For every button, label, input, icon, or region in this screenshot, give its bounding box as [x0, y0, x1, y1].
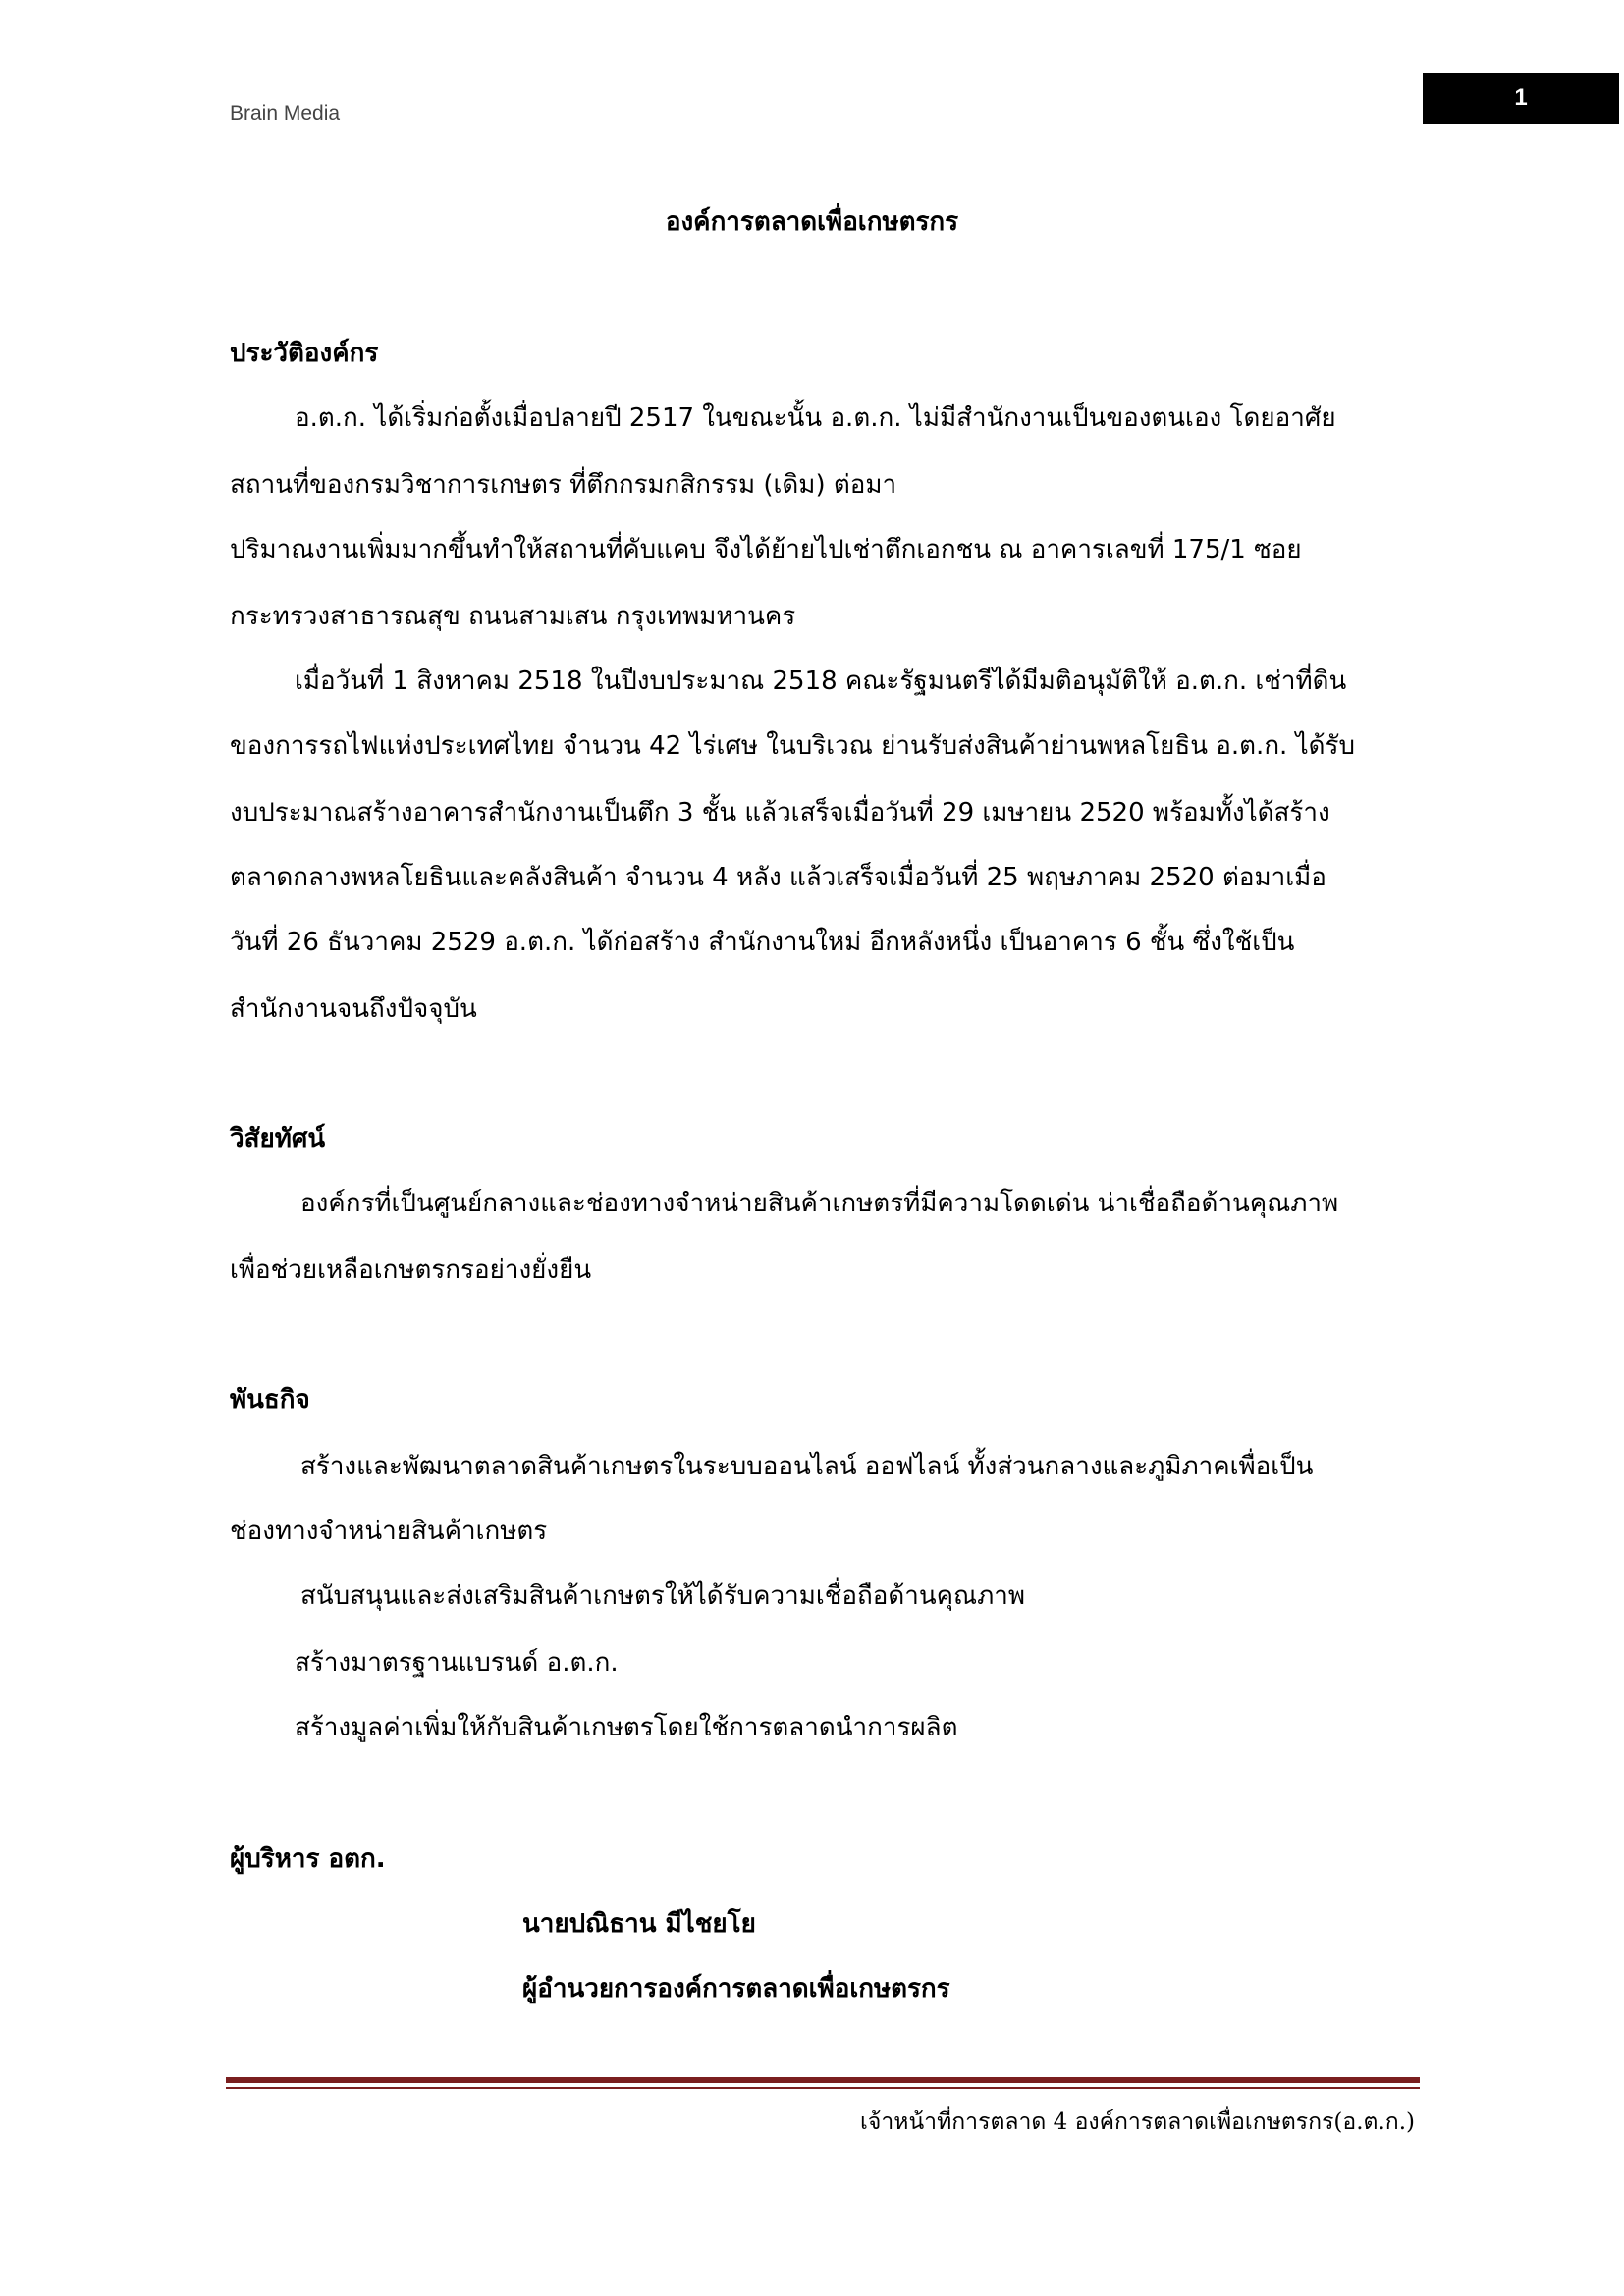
mission-line: ช่องทางจำหน่ายสินค้าเกษตร [230, 1517, 548, 1546]
mission-heading: พันธกิจ [230, 1385, 310, 1415]
vision-line: องค์กรที่เป็นศูนย์กลางและช่องทางจำหน่ายสินค้าเกษตรที่มีความโดดเด่น น่าเชื่อถือด้านคุณภาพ [300, 1189, 1339, 1218]
footer-divider [226, 2077, 1420, 2083]
history-line: ปริมาณงานเพิ่มมากขึ้นทำให้สถานที่คับแคบ จึงได้ย้ายไปเช่าตึกเอกชน ณ อาคารเลขที่ 175/1 ซอย [230, 535, 1302, 564]
mission-line: สร้างมาตรฐานแบรนด์ อ.ต.ก. [295, 1648, 619, 1678]
document-title: องค์การตลาดเพื่อเกษตรกร [665, 207, 959, 237]
history-line: ของการรถไฟแห่งประเทศไทย จำนวน 42 ไร่เศษ ในบริเวณ ย่านรับส่งสินค้าย่านพหลโยธิน อ.ต.ก. ได้รับ [230, 731, 1356, 761]
executive-name: นายปณิธาน มีไชยโย [522, 1909, 756, 1939]
executive-position: ผู้อำนวยการองค์การตลาดเพื่อเกษตรกร [522, 1974, 950, 2003]
mission-line: สนับสนุนและส่งเสริมสินค้าเกษตรให้ได้รับความเชื่อถือด้านคุณภาพ [300, 1581, 1026, 1611]
header-brand: Brain Media [230, 102, 341, 125]
history-line: สำนักงานจนถึงปัจจุบัน [230, 994, 477, 1024]
page-number: 1 [1423, 73, 1619, 124]
footer-text: เจ้าหน้าที่การตลาด 4 องค์การตลาดเพื่อเกษตรกร(อ.ต.ก.) [860, 2109, 1415, 2135]
footer-divider-thin [226, 2087, 1420, 2089]
mission-line: สร้างมูลค่าเพิ่มให้กับสินค้าเกษตรโดยใช้การตลาดนำการผลิต [295, 1713, 958, 1742]
vision-line: เพื่อช่วยเหลือเกษตรกรอย่างยั่งยืน [230, 1255, 592, 1285]
history-line: วันที่ 26 ธันวาคม 2529 อ.ต.ก. ได้ก่อสร้าง สำนักงานใหม่ อีกหลังหนึ่ง เป็นอาคาร 6 ชั้น ซึ่งใช้เป็น [230, 928, 1295, 957]
history-line: เมื่อวันที่ 1 สิงหาคม 2518 ในปีงบประมาณ 2518 คณะรัฐมนตรีได้มีมติอนุมัติให้ อ.ต.ก. เช่าที่ดิน [295, 667, 1347, 696]
history-line: งบประมาณสร้างอาคารสำนักงานเป็นตึก 3 ชั้น แล้วเสร็จเมื่อวันที่ 29 เมษายน 2520 พร้อมทั้งได้สร้าง [230, 798, 1330, 828]
history-line: สถานที่ของกรมวิชาการเกษตร ที่ตึกกรมกสิกรรม (เดิม) ต่อมา [230, 470, 897, 500]
history-heading: ประวัติองค์กร [230, 339, 379, 368]
history-line: อ.ต.ก. ได้เริ่มก่อตั้งเมื่อปลายปี 2517 ในขณะนั้น อ.ต.ก. ไม่มีสำนักงานเป็นของตนเอง โดยอาศัย [295, 403, 1336, 433]
vision-heading: วิสัยทัศน์ [230, 1124, 326, 1153]
mission-line: สร้างและพัฒนาตลาดสินค้าเกษตรในระบบออนไลน์ ออฟไลน์ ทั้งส่วนกลางและภูมิภาคเพื่อเป็น [300, 1452, 1314, 1481]
history-line: กระทรวงสาธารณสุข ถนนสามเสน กรุงเทพมหานคร [230, 602, 796, 631]
history-line: ตลาดกลางพหลโยธินและคลังสินค้า จำนวน 4 หลัง แล้วเสร็จเมื่อวันที่ 25 พฤษภาคม 2520 ต่อมาเมื่อ [230, 863, 1326, 892]
executives-heading: ผู้บริหาร อตก. [230, 1844, 386, 1874]
